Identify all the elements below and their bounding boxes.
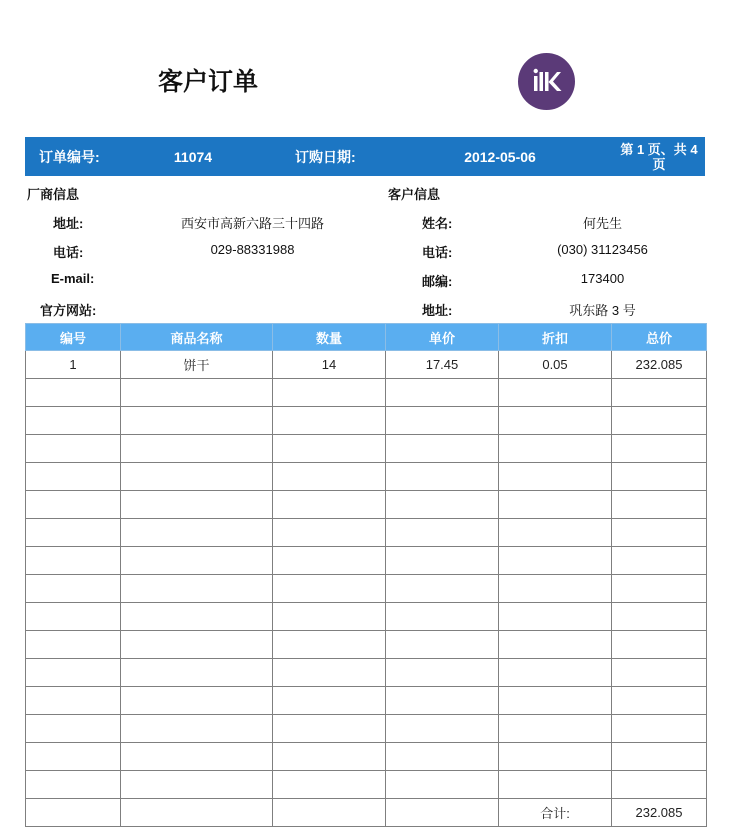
table-cell-empty (273, 603, 386, 631)
table-total-row (26, 799, 707, 827)
table-row-empty (26, 519, 707, 547)
table-cell-empty (121, 407, 273, 435)
table-cell-empty (273, 435, 386, 463)
order-header-band (25, 137, 705, 176)
table-cell-empty (121, 519, 273, 547)
table-cell-empty (26, 435, 121, 463)
total-value: 232.085 (612, 799, 707, 827)
table-cell-empty (386, 603, 499, 631)
table-cell-empty (273, 715, 386, 743)
table-cell-empty (386, 435, 499, 463)
table-cell-empty (26, 575, 121, 603)
order-date-value: 2012-05-06 (464, 148, 536, 165)
cell-discount: 0.05 (499, 351, 612, 379)
table-cell-empty (121, 379, 273, 407)
table-row-empty (26, 435, 707, 463)
table-row-empty (26, 687, 707, 715)
table-cell-empty (612, 519, 707, 547)
table-cell-empty (273, 547, 386, 575)
table-cell-empty (499, 659, 612, 687)
cell-total-price: 232.085 (612, 351, 707, 379)
table-cell-empty (26, 519, 121, 547)
table-cell-empty (499, 687, 612, 715)
total-label: 合计: (499, 799, 612, 827)
table-cell-empty (26, 407, 121, 435)
table-row-empty (26, 743, 707, 771)
column-header-total-price: 总价 (612, 324, 707, 351)
customer-zip-value: 173400 (580, 271, 625, 286)
order-number-value: 11074 (173, 148, 213, 165)
table-cell-empty (386, 771, 499, 799)
order-items-table (25, 323, 707, 827)
table-cell-empty (612, 659, 707, 687)
table-cell-empty (612, 603, 707, 631)
table-cell-empty (499, 771, 612, 799)
table-row-empty (26, 771, 707, 799)
table-cell-empty (499, 407, 612, 435)
table-cell-empty (499, 715, 612, 743)
table-cell-empty (499, 575, 612, 603)
table-cell-empty (121, 491, 273, 519)
table-cell-empty (612, 631, 707, 659)
table-cell-empty (121, 631, 273, 659)
column-header-discount: 折扣 (499, 324, 612, 351)
table-cell-empty (386, 519, 499, 547)
table-cell-empty (273, 743, 386, 771)
table-cell-empty (26, 379, 121, 407)
table-cell-empty (121, 771, 273, 799)
table-cell-empty (499, 463, 612, 491)
customer-info-header: 客户信息 (388, 187, 441, 202)
table-cell-empty (26, 491, 121, 519)
table-cell-empty (273, 659, 386, 687)
table-row-empty (26, 491, 707, 519)
table-cell-empty (121, 547, 273, 575)
table-cell-empty (273, 631, 386, 659)
customer-phone-label: 电话: (422, 245, 453, 260)
vendor-phone-label: 电话: (53, 245, 84, 260)
table-cell-empty (273, 519, 386, 547)
table-cell-empty (386, 687, 499, 715)
table-cell-empty (499, 603, 612, 631)
customer-address-value: 巩东路 3 号 (569, 303, 636, 318)
table-cell-empty (612, 379, 707, 407)
customer-address-label: 地址: (422, 303, 453, 318)
table-cell-empty (26, 743, 121, 771)
table-row-empty (26, 379, 707, 407)
table-cell-empty (121, 743, 273, 771)
table-row-empty (26, 407, 707, 435)
table-cell-empty (121, 463, 273, 491)
table-header-row (26, 324, 707, 351)
table-cell-empty (121, 687, 273, 715)
column-header-number: 编号 (26, 324, 121, 351)
cell-product-name: 饼干 (121, 351, 273, 379)
table-cell-empty (612, 687, 707, 715)
table-cell-empty (612, 435, 707, 463)
table-cell-empty (612, 463, 707, 491)
total-row-cell (386, 799, 499, 827)
total-row-cell (121, 799, 273, 827)
vendor-email-label: E-mail: (51, 271, 95, 286)
table-cell-empty (26, 463, 121, 491)
table-cell-empty (273, 575, 386, 603)
table-cell-empty (499, 435, 612, 463)
table-cell-empty (26, 603, 121, 631)
table-cell-empty (386, 631, 499, 659)
table-row-empty (26, 575, 707, 603)
vendor-info-header: 厂商信息 (27, 187, 80, 202)
table-row-empty (26, 603, 707, 631)
page-title: 客户订单 (158, 68, 259, 96)
table-cell-empty (612, 771, 707, 799)
column-header-quantity: 数量 (273, 324, 386, 351)
column-header-unit-price: 单价 (386, 324, 499, 351)
table-cell-empty (26, 715, 121, 743)
page-indicator: 第 1 页、共 4 页 (620, 141, 698, 172)
vendor-website-label: 官方网站: (40, 303, 97, 318)
table-cell-empty (26, 687, 121, 715)
table-row-empty (26, 659, 707, 687)
table-cell-empty (386, 491, 499, 519)
table-cell-empty (273, 463, 386, 491)
table-cell-empty (499, 547, 612, 575)
table-cell-empty (612, 491, 707, 519)
table-cell-empty (26, 771, 121, 799)
vendor-address-label: 地址: (53, 216, 84, 231)
table-row-empty (26, 631, 707, 659)
table-cell-empty (612, 575, 707, 603)
total-row-cell (273, 799, 386, 827)
table-cell-empty (26, 659, 121, 687)
table-cell-empty (386, 659, 499, 687)
table-cell-empty (386, 715, 499, 743)
customer-zip-label: 邮编: (422, 274, 453, 289)
table-row-empty (26, 463, 707, 491)
table-cell-empty (273, 687, 386, 715)
cell-quantity: 14 (273, 351, 386, 379)
table-cell-empty (612, 715, 707, 743)
table-cell-empty (386, 743, 499, 771)
customer-phone-value: (030) 31123456 (557, 242, 648, 257)
cell-unit-price: 17.45 (386, 351, 499, 379)
vendor-phone-value: 029-88331988 (210, 242, 295, 257)
table-cell-empty (121, 659, 273, 687)
cell-number: 1 (26, 351, 121, 379)
table-row-empty (26, 715, 707, 743)
order-date-label: 订购日期: (295, 148, 356, 165)
table-cell-empty (273, 491, 386, 519)
table-cell-empty (121, 575, 273, 603)
table-row (26, 351, 707, 379)
table-cell-empty (612, 407, 707, 435)
customer-name-value: 何先生 (582, 216, 622, 231)
table-cell-empty (386, 407, 499, 435)
table-cell-empty (612, 547, 707, 575)
order-number-label: 订单编号: (39, 148, 100, 165)
table-cell-empty (121, 435, 273, 463)
table-cell-empty (121, 715, 273, 743)
customer-name-label: 姓名: (422, 216, 453, 231)
table-cell-empty (386, 547, 499, 575)
column-header-product-name: 商品名称 (121, 324, 273, 351)
table-cell-empty (386, 463, 499, 491)
table-cell-empty (121, 603, 273, 631)
table-cell-empty (499, 491, 612, 519)
vendor-address-value: 西安市高新六路三十四路 (180, 216, 324, 231)
table-cell-empty (273, 771, 386, 799)
table-cell-empty (499, 519, 612, 547)
table-row-empty (26, 547, 707, 575)
total-row-cell (26, 799, 121, 827)
ik-logo-icon (518, 53, 575, 110)
table-cell-empty (386, 575, 499, 603)
table-cell-empty (499, 743, 612, 771)
table-cell-empty (26, 547, 121, 575)
table-cell-empty (499, 379, 612, 407)
table-cell-empty (612, 743, 707, 771)
table-cell-empty (499, 631, 612, 659)
table-cell-empty (273, 379, 386, 407)
table-cell-empty (26, 631, 121, 659)
table-cell-empty (273, 407, 386, 435)
table-cell-empty (386, 379, 499, 407)
